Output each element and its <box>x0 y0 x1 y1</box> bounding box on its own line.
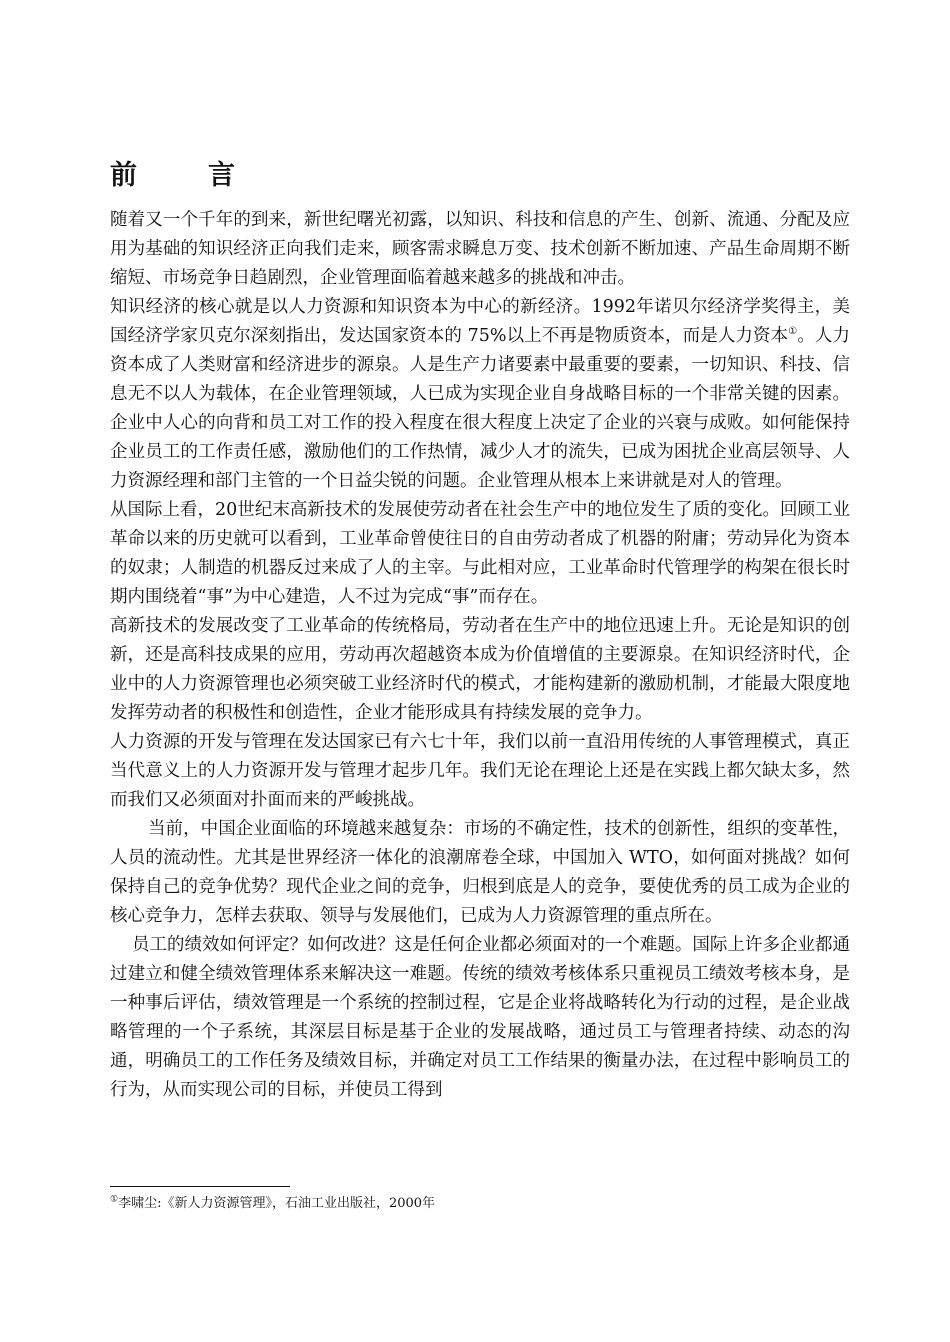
page-title: 前 言 <box>110 160 257 191</box>
footnote-mark: ① <box>110 1194 119 1205</box>
footnote <box>110 1194 850 1214</box>
footnote-divider <box>110 1186 290 1187</box>
paragraph-6: 当前，中国企业面临的环境越来越复杂：市场的不确定性，技术的创新性，组织的变革性，人员的流动性。尤其是世界经济一体化的浪潮席卷全球，中国加入 WTO，如何面对挑战？如何保持自己的竞争优势？现代企业之间的竞争，归根到底是人的竞争，要使优秀的员工成为企业的核心竞争力，怎样去获取、领导与发展他们，已成为人力资源管理的重点所在。 <box>110 819 850 926</box>
paragraph-4: 高新技术的发展改变了工业革命的传统格局，劳动者在生产中的地位迅速上升。无论是知识的创新，还是高科技成果的应用，劳动再次超越资本成为价值增值的主要源泉。在知识经济时代，企业中的人力资源管理也必须突破工业经济时代的模式，才能构建新的激励机制，才能最大限度地发挥劳动者的积极性和创造性，企业才能形成具有持续发展的竞争力。 <box>110 616 850 723</box>
document-page <box>110 158 850 1105</box>
paragraph-7: 员工的绩效如何评定？如何改进？这是任何企业都必须面对的一个难题。国际上许多企业都通过建立和健全绩效管理体系来解决这一难题。传统的绩效考核体系只重视员工绩效考核本身，是一种事后评估，绩效管理是一个系统的控制过程，它是企业将战略转化为行动的过程，是企业战略管理的一个子系统，其深层目标是基于企业的发展战略，通过员工与管理者持续、动态的沟通，明确员工的工作任务及绩效目标，并确定对员工工作结果的衡量办法，在过程中影响员工的行为，从而实现公司的目标，并使员工得到 <box>110 935 850 1100</box>
paragraph-2-part-b: 。人力资本成了人类财富和经济进步的源泉。人是生产力诸要素中最重要的要素，一切知识、科技、信息无不以人为载体，在企业管理领域，人已成为实现企业自身战略目标的一个非常关键的因素。企业中人心的向背和员工对工作的投入程度在很大程度上决定了企业的兴衰与成败。如何能保持企业员工的工作责任感，激励他们的工作热情，减少人才的流失，已成为困扰企业高层领导、人力资源经理和部门主管的一个日益尖锐的问题。企业管理从根本上来讲就是对人的管理。 <box>110 326 851 491</box>
paragraph-5: 人力资源的开发与管理在发达国家已有六七十年，我们以前一直沿用传统的人事管理模式，真正当代意义上的人力资源开发与管理才起步几年。我们无论在理论上还是在实践上都欠缺太多，然而我们又必须面对扑面而来的严峻挑战。 <box>110 732 850 810</box>
paragraph-2 <box>110 293 850 496</box>
paragraph-2-part-a: 知识经济的核心就是以人力资源和知识资本为中心的新经济。1992年诺贝尔经济学奖得主，美国经济学家贝克尔深刻指出，发达国家资本的 75%以上不再是物质资本，而是人力资本 <box>110 297 850 346</box>
footnote-text: 李啸尘:《新人力资源管理》，石油工业出版社，2000年 <box>118 1196 436 1211</box>
footnote-reference: ① <box>788 326 798 338</box>
paragraph-1: 随着又一个千年的到来，新世纪曙光初露，以知识、科技和信息的产生、创新、流通、分配及应用为基础的知识经济正向我们走来，顾客需求瞬息万变、技术创新不断加速、产品生命周期不断缩短、市场竞争日趋剧烈，企业管理面临着越来越多的挑战和冲击。 <box>110 210 850 288</box>
paragraph-3: 从国际上看，20世纪末高新技术的发展使劳动者在社会生产中的地位发生了质的变化。回顾工业革命以来的历史就可以看到，工业革命曾使往日的自由劳动者成了机器的附庸；劳动异化为资本的奴隶；人制造的机器反过来成了人的主宰。与此相对应，工业革命时代管理学的构架在很长时期内围绕着“事”为中心建造，人不过为完成“事”而存在。 <box>110 500 850 607</box>
